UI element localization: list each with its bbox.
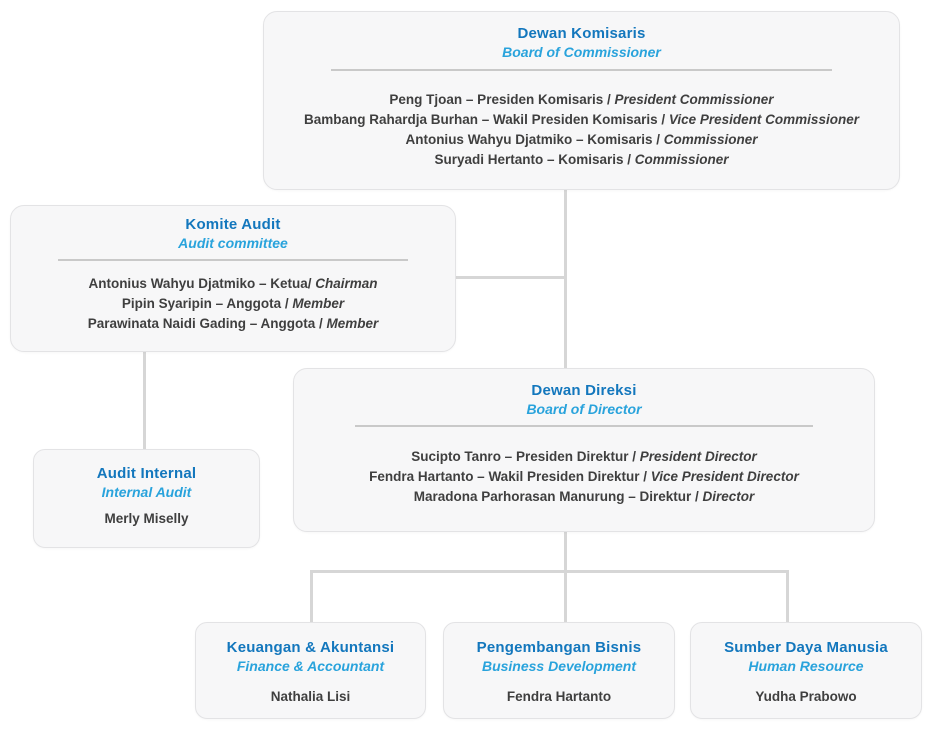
member-role-english: Director: [702, 489, 755, 504]
node-title: Dewan Komisaris: [517, 25, 646, 42]
member-role-english: Vice President Commissioner: [668, 112, 859, 127]
node-dewan-direksi: [293, 368, 875, 532]
node-title: Keuangan & Akuntansi: [226, 639, 395, 656]
person-name: Nathalia Lisi: [270, 689, 351, 704]
node-title: Sumber Daya Manusia: [724, 639, 888, 656]
member-line: [11, 314, 455, 334]
member-role-english: Member: [292, 296, 345, 311]
member-role-text: Fendra Hartanto – Wakil Presiden Direktur /: [369, 469, 647, 484]
connector-bottom-bus-line: [310, 570, 789, 573]
person-name: Fendra Hartanto: [506, 689, 612, 704]
member-list: [294, 447, 874, 507]
divider: [355, 425, 813, 427]
person-name: Yudha Prabowo: [755, 689, 857, 704]
member-list: [11, 274, 455, 334]
member-role-text: Peng Tjoan – Presiden Komisaris /: [389, 92, 611, 107]
connector-komisaris-to-direksi-line: [564, 189, 567, 369]
member-role-text: Bambang Rahardja Burhan – Wakil Presiden Komisaris /: [304, 112, 666, 127]
node-pengembangan-bisnis: [443, 622, 675, 719]
member-role-text: Pipin Syaripin – Anggota /: [121, 296, 289, 311]
node-title: Komite Audit: [185, 216, 281, 233]
connector-bus-to-sdm-line: [786, 571, 789, 623]
node-subtitle: Business Development: [481, 658, 637, 674]
member-role-english: Vice President Director: [650, 469, 799, 484]
node-keuangan-akuntansi: [195, 622, 426, 719]
node-subtitle: Audit committee: [178, 235, 288, 251]
member-role-english: Commissioner: [663, 132, 758, 147]
member-role-text: Antonius Wahyu Djatmiko – Ketua/: [88, 276, 312, 291]
member-line: [11, 294, 455, 314]
node-subtitle: Internal Audit: [101, 484, 192, 500]
member-line: [264, 90, 899, 110]
member-line: [294, 467, 874, 487]
member-line: [264, 150, 899, 170]
member-role-english: President Commissioner: [614, 92, 774, 107]
node-title: Pengembangan Bisnis: [476, 639, 642, 656]
node-subtitle: Finance & Accountant: [236, 658, 385, 674]
connector-komite-audit-line: [455, 276, 565, 279]
divider: [331, 69, 833, 71]
node-komite-audit: [10, 205, 456, 352]
member-line: [11, 274, 455, 294]
connector-direksi-to-bus-line: [564, 531, 567, 623]
member-role-text: Parawinata Naidi Gading – Anggota /: [87, 316, 323, 331]
member-line: [264, 110, 899, 130]
member-role-english: Commissioner: [634, 152, 729, 167]
member-role-english: Chairman: [315, 276, 378, 291]
connector-bus-to-keuangan-line: [310, 571, 313, 623]
node-dewan-komisaris: [263, 11, 900, 190]
member-line: [264, 130, 899, 150]
member-role-text: Antonius Wahyu Djatmiko – Komisaris /: [405, 132, 660, 147]
member-line: [294, 447, 874, 467]
member-role-english: President Director: [639, 449, 757, 464]
node-subtitle: Human Resource: [748, 658, 864, 674]
node-title: Audit Internal: [96, 465, 197, 482]
divider: [58, 259, 409, 261]
member-role-text: Maradona Parhorasan Manurung – Direktur /: [413, 489, 699, 504]
node-subtitle: Board of Commissioner: [502, 44, 661, 60]
member-role-english: Member: [326, 316, 379, 331]
node-audit-internal: [33, 449, 260, 548]
member-list: [264, 90, 899, 170]
member-role-text: Sucipto Tanro – Presiden Direktur /: [411, 449, 636, 464]
member-line: [294, 487, 874, 507]
connector-komite-to-audit-internal-line: [143, 351, 146, 450]
node-subtitle: Board of Director: [526, 401, 642, 417]
member-role-text: Suryadi Hertanto – Komisaris /: [434, 152, 631, 167]
node-sumber-daya-manusia: [690, 622, 922, 719]
node-title: Dewan Direksi: [531, 382, 637, 399]
person-name: Merly Miselly: [104, 511, 189, 526]
